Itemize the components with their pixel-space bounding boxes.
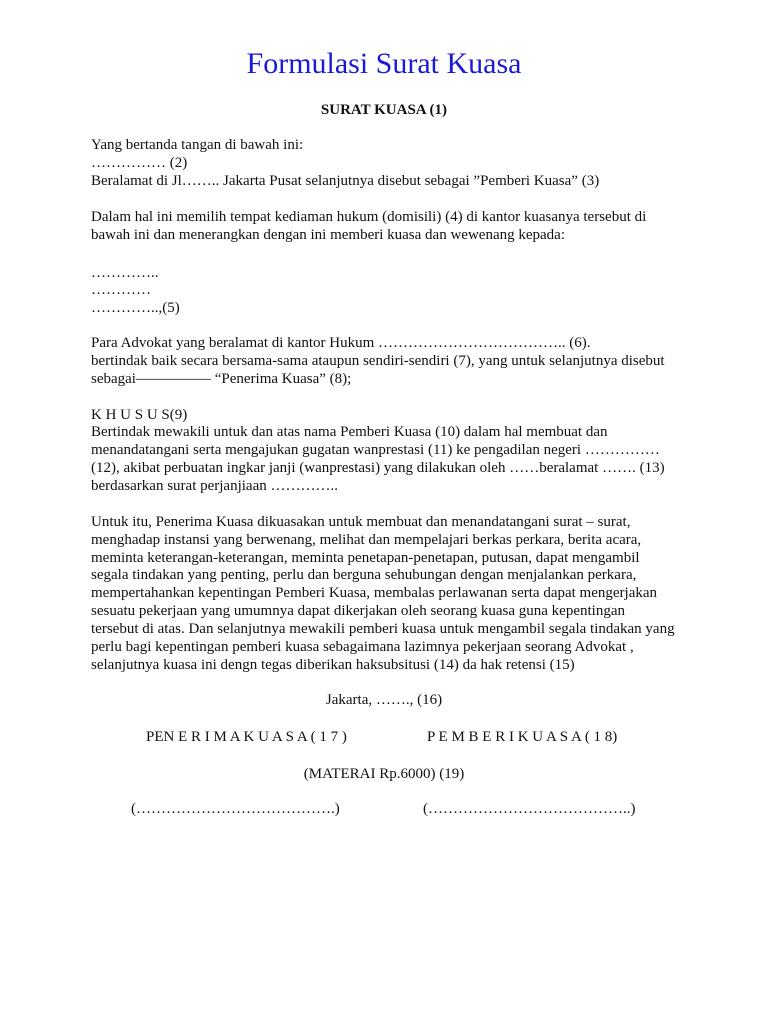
place-date: Jakarta, ……., (16) bbox=[325, 692, 443, 708]
powers-line-7: tersebut di atas. Dan selanjutnya mewakili pemberi kuasa untuk mengambil segala tindakan yang bbox=[91, 621, 675, 637]
page-title: Formulasi Surat Kuasa bbox=[246, 47, 522, 80]
grantor-name-blank: …………… (2) bbox=[91, 155, 188, 171]
domicile-line-2: bawah ini dan menerangkan dengan ini memberi kuasa dan wewenang kepada: bbox=[91, 227, 565, 243]
section-heading-khusus: K H U S U S(9) bbox=[91, 407, 188, 423]
powers-line-6: sesuatu pekerjaan yang umumnya dapat dikerjakan oleh seorang kuasa guna kepentingan bbox=[91, 603, 625, 619]
recipient-signature-line: (………………………………….) bbox=[131, 801, 340, 817]
grantor-signature-line: (…………………………………..) bbox=[423, 801, 636, 817]
document-subtitle: SURAT KUASA (1) bbox=[320, 102, 448, 118]
domicile-line-1: Dalam hal ini memilih tempat kediaman hukum (domisili) (4) di kantor kuasanya tersebut di bbox=[91, 209, 647, 225]
recipient-signature-label: PEN E R I M A K U A S A ( 1 7 ) bbox=[146, 729, 347, 745]
attorney-blank-1: ………….. bbox=[91, 265, 159, 281]
attorney-blank-2: ………… bbox=[91, 282, 151, 298]
attorney-blank-3: …………..,(5) bbox=[91, 300, 180, 316]
special-line-4: berdasarkan surat perjanjiaan ………….. bbox=[91, 478, 338, 494]
powers-line-3: meminta keterangan-keterangan, meminta penetapan-penetapan, putusan, dapat mengambil bbox=[91, 550, 640, 566]
grantor-address-line: Beralamat di Jl…….. Jakarta Pusat selanjutnya disebut sebagai ”Pemberi Kuasa” (3) bbox=[91, 173, 600, 189]
stamp-duty-note: (MATERAI Rp.6000) (19) bbox=[303, 766, 465, 782]
powers-line-4: segala tindakan yang penting, perlu dan berguna sehubungan dengan menjalankan perkara, bbox=[91, 567, 637, 583]
acting-line: bertindak baik secara bersama-sama ataupun sendiri-sendiri (7), yang untuk selanjutnya disebut bbox=[91, 353, 665, 369]
powers-line-5: mempertahankan kepentingan Pemberi Kuasa, membalas perlawanan serta dapat mengerjakan bbox=[91, 585, 658, 601]
special-line-1: Bertindak mewakili untuk dan atas nama Pemberi Kuasa (10) dalam hal membuat dan bbox=[91, 424, 608, 440]
special-line-2: menandatangani serta mengajukan gugatan wanprestasi (11) ke pengadilan negeri …………… bbox=[91, 442, 660, 458]
grantor-signature-label: P E M B E R I K U A S A ( 1 8) bbox=[427, 729, 618, 745]
intro-line: Yang bertanda tangan di bawah ini: bbox=[91, 137, 304, 153]
powers-line-9: selanjutnya kuasa ini dengn tegas diberikan haksubsitusi (14) da hak retensi (15) bbox=[91, 657, 575, 673]
special-line-3: (12), akibat perbuatan ingkar janji (wanprestasi) yang dilakukan oleh ……beralamat ……. (13) bbox=[91, 460, 665, 476]
powers-line-2: menghadap instansi yang berwenang, melihat dan mempelajari berkas perkara, berita acara, bbox=[91, 532, 642, 548]
powers-line-8: perlu bagi kepentingan pemberi kuasa sebagaimana lazimnya pekerjaan seorang Advokat , bbox=[91, 639, 634, 655]
advocate-address-line: Para Advokat yang beralamat di kantor Hukum ……………………………….. (6). bbox=[91, 335, 591, 351]
recipient-designation-line: sebagai————— “Penerima Kuasa” (8); bbox=[91, 371, 352, 387]
powers-line-1: Untuk itu, Penerima Kuasa dikuasakan untuk membuat dan menandatangani surat – surat, bbox=[91, 514, 631, 530]
